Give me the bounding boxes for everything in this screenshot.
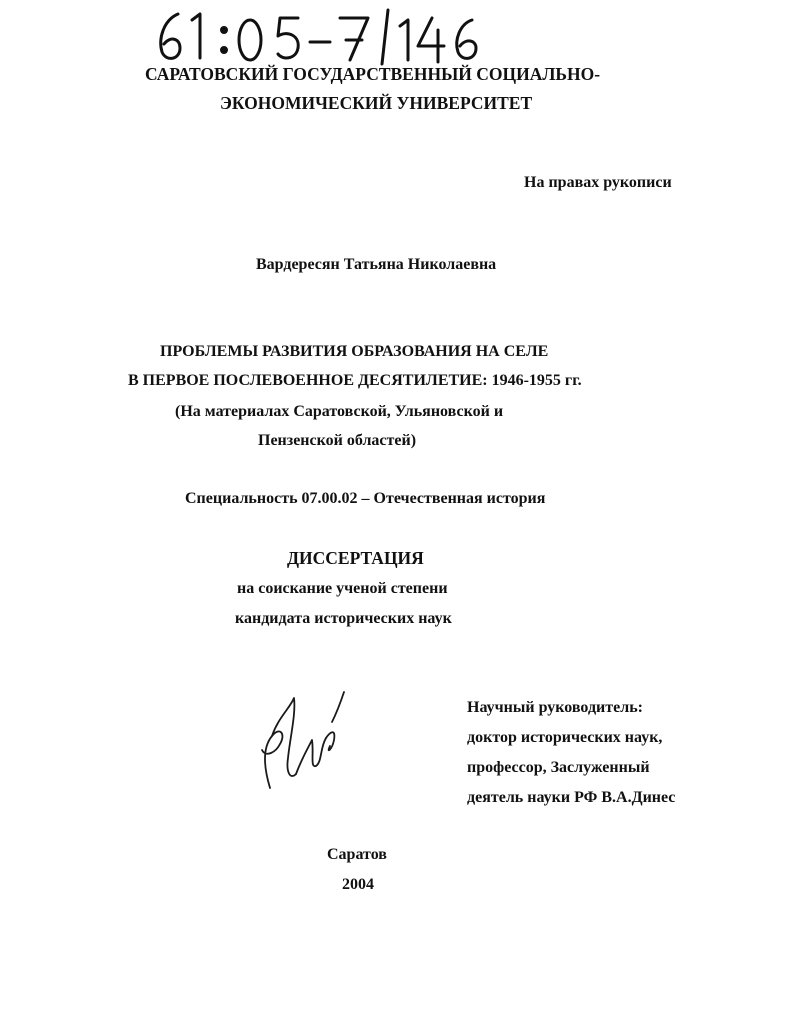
city: Саратов	[327, 846, 387, 863]
thesis-title-line-4: Пензенской областей)	[258, 432, 417, 449]
thesis-title-line-1: ПРОБЛЕМЫ РАЗВИТИЯ ОБРАЗОВАНИЯ НА СЕЛЕ	[160, 343, 549, 360]
dissertation-heading: ДИССЕРТАЦИЯ	[287, 548, 424, 568]
author-signature	[250, 688, 360, 798]
author-name: Вардересян Татьяна Николаевна	[256, 256, 497, 273]
supervisor-line-2: доктор исторических наук,	[467, 729, 663, 746]
degree-line-1: на соискание ученой степени	[237, 580, 448, 597]
degree-line-2: кандидата исторических наук	[235, 610, 452, 627]
supervisor-line-1: Научный руководитель:	[467, 699, 643, 716]
year: 2004	[342, 876, 374, 893]
thesis-title-line-3: (На материалах Саратовской, Ульяновской и	[175, 403, 504, 420]
handwritten-registry-number	[150, 0, 480, 70]
university-name-line-1: САРАТОВСКИЙ ГОСУДАРСТВЕННЫЙ СОЦИАЛЬНО-	[145, 64, 601, 84]
manuscript-rights-note: На правах рукописи	[524, 174, 672, 191]
university-name-line-2: ЭКОНОМИЧЕСКИЙ УНИВЕРСИТЕТ	[220, 93, 533, 113]
supervisor-line-3: профессор, Заслуженный	[467, 759, 650, 776]
specialty: Специальность 07.00.02 – Отечественная история	[185, 490, 546, 507]
thesis-title-line-2: В ПЕРВОЕ ПОСЛЕВОЕННОЕ ДЕСЯТИЛЕТИЕ: 1946-1955 гг.	[128, 372, 582, 389]
supervisor-line-4: деятель науки РФ В.А.Динес	[467, 789, 676, 806]
